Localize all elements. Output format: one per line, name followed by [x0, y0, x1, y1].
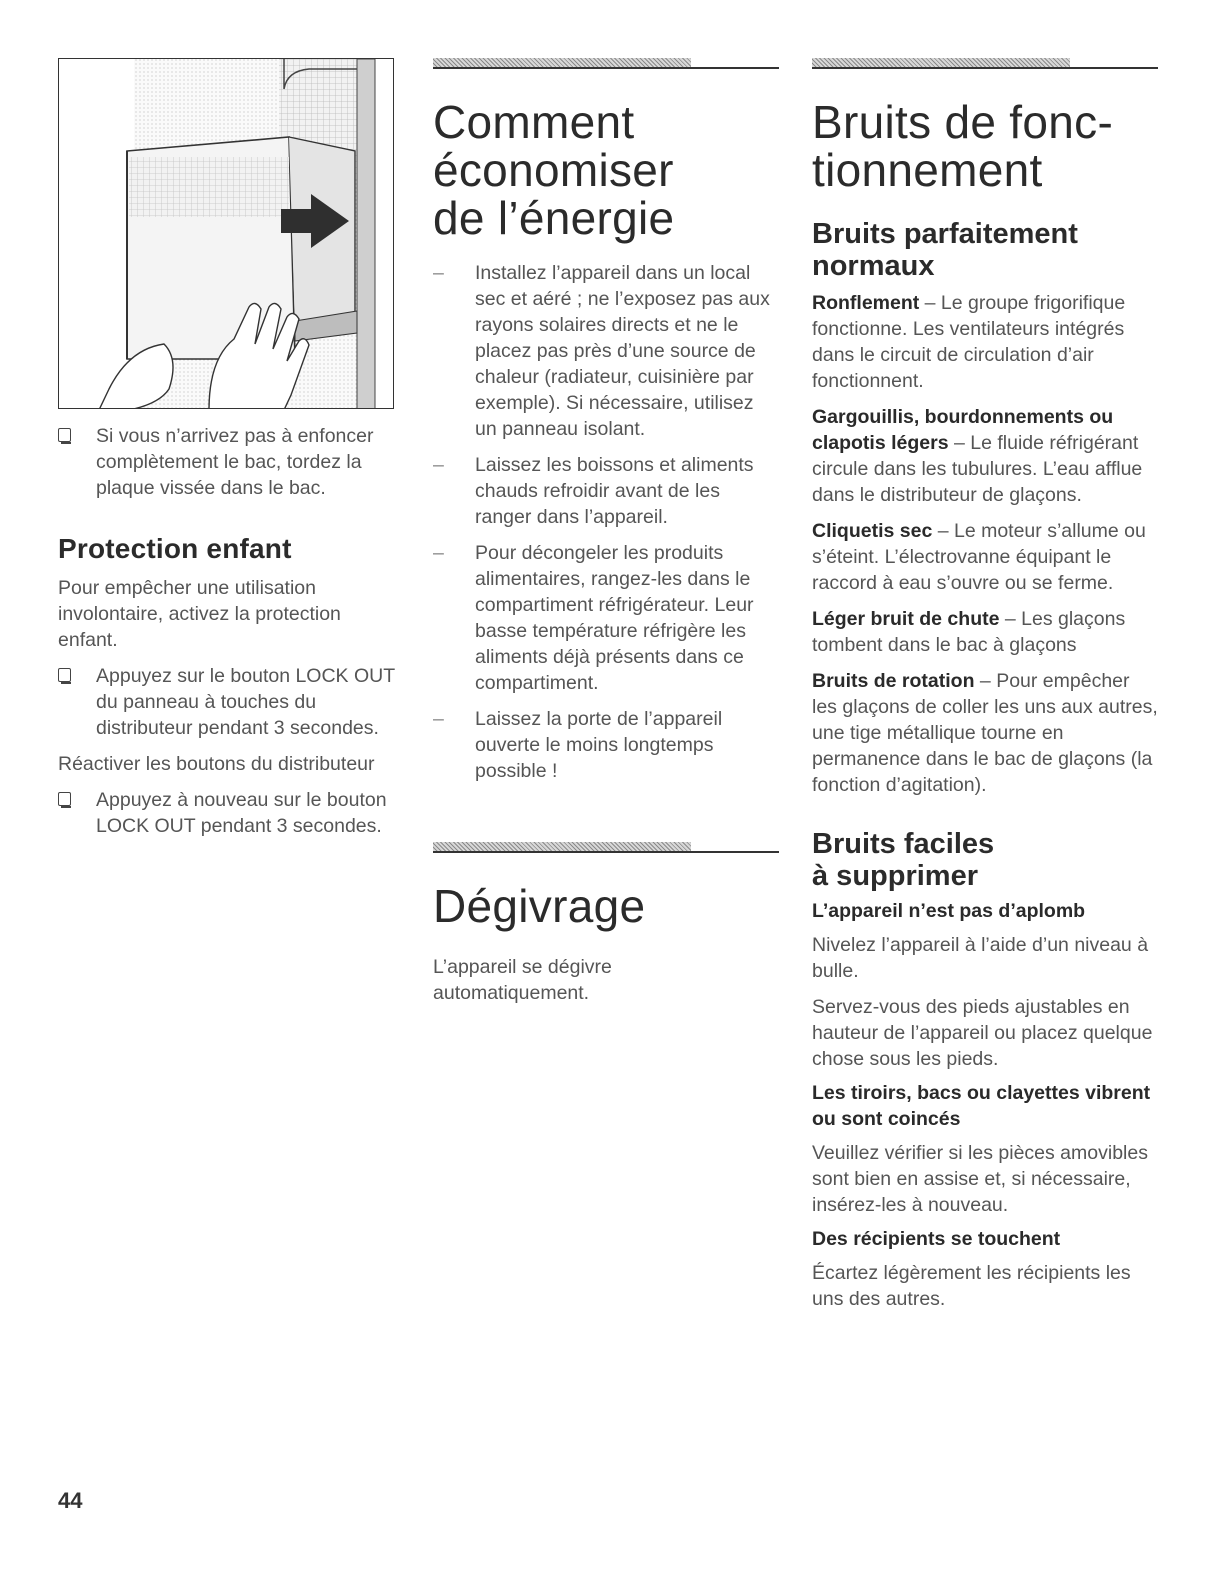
section-rule — [812, 58, 1158, 70]
figure-note: Si vous n’arrivez pas à enfoncer complètement le bac, tordez la plaque vissée dans le bac. — [58, 423, 403, 501]
list-item: – Pour décongeler les produits alimentaires, rangez-les dans le compartiment réfrigérateur. Leur basse température réfrigère les aliments déjà présents dans ce compartiment. — [433, 542, 754, 694]
list-item: – Laissez les boissons et aliments chauds refroidir avant de les ranger dans l’appareil. — [433, 454, 754, 528]
list-item: Gargouillis, bourdonnements ou clapotis légers – Le fluide réfrigérant circule dans les tubulures. L’eau afflue dans le distributeur de glaçons. — [812, 406, 1143, 506]
not-level-title: L’appareil n’est pas d’aplomb — [812, 900, 1086, 922]
checkbox-bullet-icon — [58, 668, 71, 682]
drawers-text: Veuillez vérifier si les pièces amovibles sont bien en assise et, si nécessaire, insérez-les à nouveau. — [812, 1142, 1148, 1216]
list-item: Bruits de rotation – Pour empêcher les glaçons de coller les uns aux autres, une tige métallique tourne en permanence dans le bac de glaçons (la fonction d’agitation). — [812, 670, 1158, 796]
defrost-text: L’appareil se dégivre automatiquement. — [433, 956, 612, 1004]
not-level-text-2: Servez-vous des pieds ajustables en hauteur de l’appareil ou placez quelque chose sous les pieds. — [812, 996, 1153, 1070]
list-item: Ronflement – Le groupe frigorifique fonctionne. Les ventilateurs intégrés dans le circuit de circulation d’air fonctionnent. — [812, 292, 1126, 392]
section-rule — [433, 58, 779, 70]
protection-title: Protection enfant — [58, 533, 292, 564]
containers-title: Des récipients se touchent — [812, 1228, 1061, 1250]
checkbox-bullet-icon — [58, 428, 71, 442]
protection-intro: Pour empêcher une utilisation involontaire, activez la protection enfant. — [58, 577, 341, 651]
reactivate-label: Réactiver les boutons du distributeur — [58, 753, 375, 775]
energy-title: Comment économiser de l’énergie — [433, 96, 675, 244]
section-rule — [433, 842, 779, 854]
list-item: – Installez l’appareil dans un local sec et aéré ; ne l’exposez pas aux rayons solaires directs et ne le placez pas près d’une source de chaleur (radiateur, cuisinière par exemple). Si nécessaire, utilisez un panneau isolant. — [433, 262, 770, 440]
normal-noise-title: Bruits parfaitement normaux — [812, 218, 1078, 282]
lock-step-2: Appuyez à nouveau sur le bouton LOCK OUT pendant 3 secondes. — [58, 787, 403, 839]
drawer-illustration — [58, 58, 394, 409]
not-level-text-1: Nivelez l’appareil à l’aide d’un niveau à bulle. — [812, 934, 1149, 982]
energy-tips-list — [433, 260, 779, 784]
right-column — [812, 58, 1158, 1312]
noise-title: Bruits de fonc- tionnement — [812, 96, 1114, 196]
drawer-hands-arrow-icon — [59, 59, 394, 409]
page-number: 44 — [58, 1488, 83, 1513]
drawers-title: Les tiroirs, bacs ou clayettes vibrent ou sont coincés — [812, 1082, 1151, 1130]
checkbox-bullet-icon — [58, 792, 71, 806]
list-item: Cliquetis sec – Le moteur s’allume ou s’éteint. L’électrovanne équipant le raccord à eau s’ouvre ou se ferme. — [812, 520, 1146, 594]
containers-text: Écartez légèrement les récipients les uns des autres. — [812, 1262, 1131, 1310]
middle-column — [433, 58, 779, 1006]
left-column — [58, 58, 403, 839]
easy-noise-title: Bruits faciles à supprimer — [812, 828, 995, 892]
list-item: Léger bruit de chute – Les glaçons tombent dans le bac à glaçons — [812, 608, 1126, 656]
lock-step-1: Appuyez sur le bouton LOCK OUT du panneau à touches du distributeur pendant 3 secondes. — [58, 663, 403, 741]
defrost-title: Dégivrage — [433, 880, 646, 932]
normal-noise-list — [812, 290, 1158, 798]
list-item: – Laissez la porte de l’appareil ouverte le moins longtemps possible ! — [433, 708, 723, 782]
